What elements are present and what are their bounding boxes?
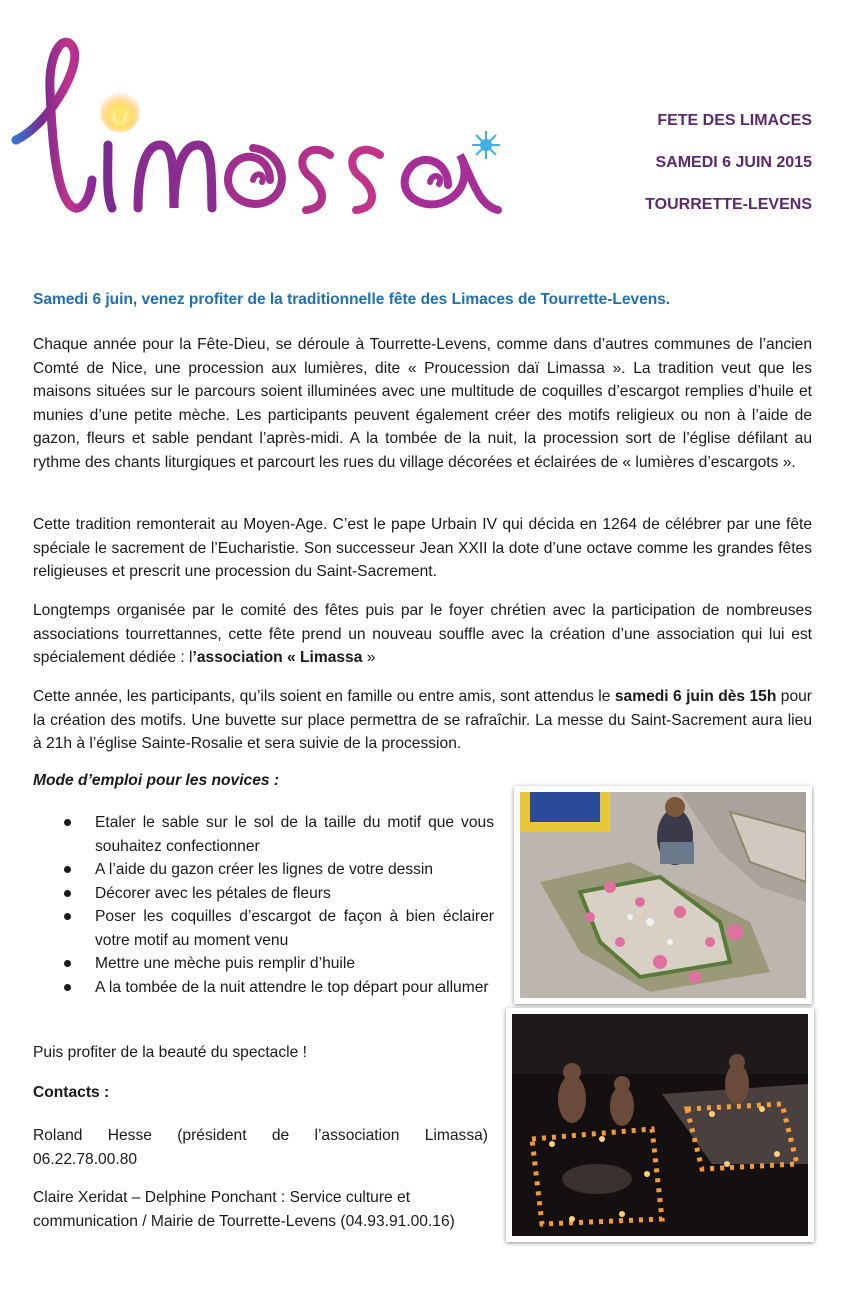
flower-carpet-photo [520,792,806,998]
photo-candle-lights [506,1008,814,1242]
headline: Samedi 6 juin, venez profiter de la traditionnelle fête des Limaces de Tourrette-Levens. [33,291,671,308]
closing-line: Puis profiter de la beauté du spectacle ! [33,1044,307,1061]
limassa-logo [8,30,508,220]
bullet-icon [64,890,71,897]
bullet-icon [64,960,71,967]
paragraph-schedule [33,685,812,756]
instructions-list [33,811,494,999]
list-item: A la tombée de la nuit attendre le top départ pour allumer [33,976,494,1000]
list-item: Etaler le sable sur le sol de la taille du motif que vous souhaitez confectionner [33,811,494,858]
paragraph-association-l: l [189,649,193,666]
list-item: Décorer avec les pétales de fleurs [33,882,494,906]
limassa-logo-icon [8,30,508,220]
event-title: FETE DES LIMACES [657,112,812,129]
paragraph-schedule-end: pour la création des motifs. Une buvette sur place permettra de se rafraîchir. La messe du Saint-Sacrement aura lieu à 21h à l’église Sainte-Rosalie et sera suivie de la procession. [33,688,812,752]
contact-president: Roland Hesse (président de l’association Limassa) 06.22.78.00.80 [33,1127,488,1168]
instructions-title: Mode d’emploi pour les novices : [33,772,280,789]
list-item: A l’aide du gazon créer les lignes de votre dessin [33,858,494,882]
contact-mairie: Claire Xeridat – Delphine Ponchant : Service culture et communication / Mairie de Tourrette-Levens (04.93.91.00.16) [33,1189,455,1230]
paragraph-schedule-text: Cette année, les participants, qu’ils soient en famille ou entre amis, sont attendus le [33,688,615,705]
paragraph-association [33,599,812,670]
association-name: ’association « Limassa [192,649,363,666]
list-item: Mettre une mèche puis remplir d’huile [33,952,494,976]
event-header [645,100,812,226]
bullet-icon [64,819,71,826]
paragraph-association-text: Longtemps organisée par le comité des fêtes puis par le foyer chrétien avec la participation de nombreuses associations tourrettannes, cette fête prend un nouveau souffle avec la création d’une association qui lui est spécialement dédiée : [33,602,812,666]
paragraph-intro: Chaque année pour la Fête-Dieu, se déroule à Tourrette-Levens, comme dans d’autres communes de l’ancien Comté de Nice, une procession aux lumières, dite « Proucession daï Limassa ». La tradition veut que les maisons situées sur le parcours soient illuminées avec une multitude de coquilles d’escargot remplies d’huile et munies d’une petite mèche. Les participants peuvent également créer des motifs religieux ou non à l’aide de gazon, fleurs et sable pendant l’après-midi. A la tombée de la nuit, la procession sort de l’église défilant au rythme des chants liturgiques et parcourt les rues du village décorées et éclairées de « lumières d’escargots ». [33,336,812,471]
bullet-icon [64,984,71,991]
event-date: SAMEDI 6 JUIN 2015 [655,154,812,171]
contacts-title: Contacts : [33,1084,110,1101]
photo-flower-carpet [514,786,812,1004]
event-location: TOURRETTE-LEVENS [645,196,812,213]
candle-lights-photo [512,1014,808,1236]
schedule-date: samedi 6 juin dès 15h [614,688,777,705]
bullet-icon [64,913,71,920]
paragraph-association-end: » [362,649,376,666]
paragraph-history: Cette tradition remonterait au Moyen-Age. C’est le pape Urbain IV qui décida en 1264 de célébrer par une fête spéciale le sacrement de l’Eucharistie. Son successeur Jean XXII la dote d’une octave comme les grandes fêtes religieuses et prescrit une procession du Saint-Sacrement. [33,516,812,580]
list-item: Poser les coquilles d’escargot de façon à bien éclairer votre motif au moment venu [33,905,494,952]
bullet-icon [64,866,71,873]
